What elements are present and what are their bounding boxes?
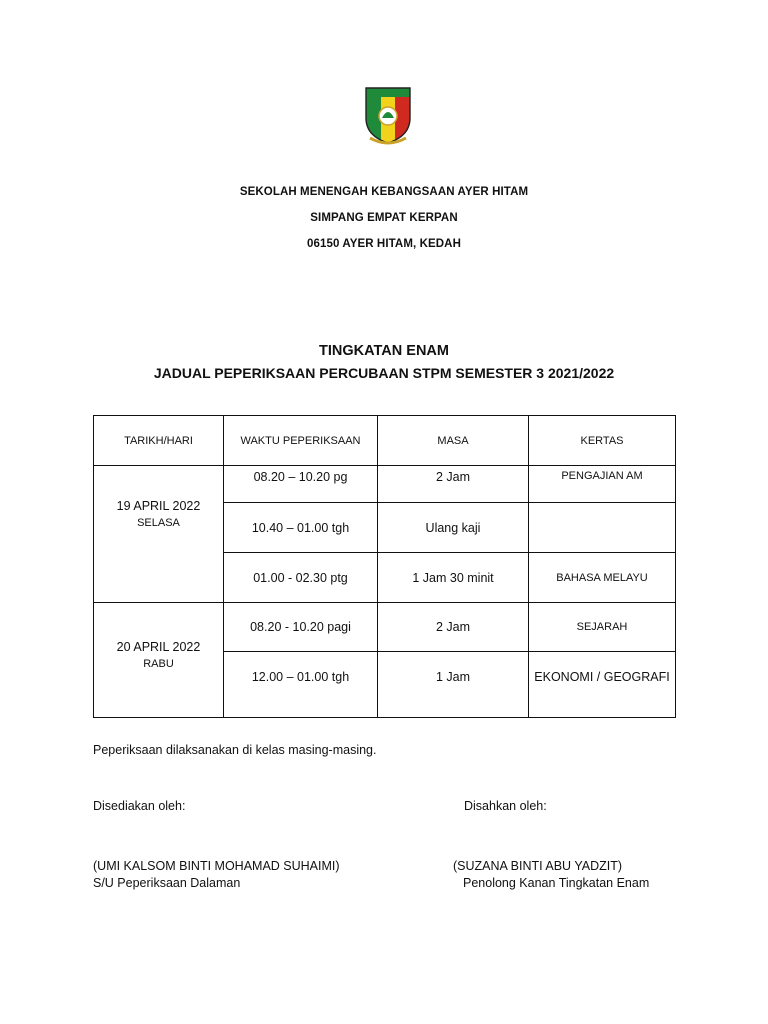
time-cell: 10.40 – 01.00 tgh [224, 503, 378, 553]
table-row [94, 603, 676, 652]
exam-note: Peperiksaan dilaksanakan di kelas masing-masing. [93, 743, 377, 757]
paper-cell: BAHASA MELAYU [529, 553, 676, 603]
weekday-label: RABU [143, 658, 174, 670]
duration-cell: 1 Jam [378, 652, 529, 718]
time-cell: 01.00 - 02.30 ptg [224, 553, 378, 603]
approved-by-label: Disahkan oleh: [464, 799, 547, 813]
time-cell: 08.20 - 10.20 pagi [224, 603, 378, 652]
header-duration: MASA [378, 416, 529, 466]
prepared-by-name: (UMI KALSOM BINTI MOHAMAD SUHAIMI) [93, 859, 340, 873]
duration-cell: 2 Jam [378, 603, 529, 652]
exam-schedule-table [93, 415, 676, 718]
school-address-line-2: 06150 AYER HITAM, KEDAH [307, 238, 461, 250]
approved-by-name: (SUZANA BINTI ABU YADZIT) [453, 859, 623, 873]
duration-cell: Ulang kaji [378, 503, 529, 553]
table-header-row [94, 416, 676, 466]
time-cell: 08.20 – 10.20 pg [224, 466, 378, 503]
duration-cell: 2 Jam [378, 466, 529, 503]
weekday-label: SELASA [137, 517, 180, 529]
table-row [94, 466, 676, 503]
paper-cell [529, 503, 676, 553]
document-title: TINGKATAN ENAM [319, 343, 449, 359]
school-crest [360, 84, 416, 146]
header-date-day: TARIKH/HARI [94, 416, 224, 466]
paper-cell: SEJARAH [529, 603, 676, 652]
paper-cell: PENGAJIAN AM [529, 466, 676, 503]
header-exam-time: WAKTU PEPERIKSAAN [224, 416, 378, 466]
school-address-line-1: SIMPANG EMPAT KERPAN [310, 212, 458, 224]
paper-cell: EKONOMI / GEOGRAFI [529, 652, 676, 718]
duration-cell: 1 Jam 30 minit [378, 553, 529, 603]
date-cell-day-1 [94, 466, 224, 603]
header-paper: KERTAS [529, 416, 676, 466]
date-cell-day-2 [94, 603, 224, 718]
document-subtitle: JADUAL PEPERIKSAAN PERCUBAAN STPM SEMESTER 3 2021/2022 [153, 365, 615, 381]
time-cell: 12.00 – 01.00 tgh [224, 652, 378, 718]
approved-by-title: Penolong Kanan Tingkatan Enam [463, 876, 650, 890]
prepared-by-label: Disediakan oleh: [93, 799, 186, 813]
date-label: 20 APRIL 2022 [116, 640, 201, 654]
school-name: SEKOLAH MENENGAH KEBANGSAAN AYER HITAM [239, 186, 529, 198]
prepared-by-title: S/U Peperiksaan Dalaman [93, 876, 241, 890]
date-label: 19 APRIL 2022 [116, 499, 201, 513]
